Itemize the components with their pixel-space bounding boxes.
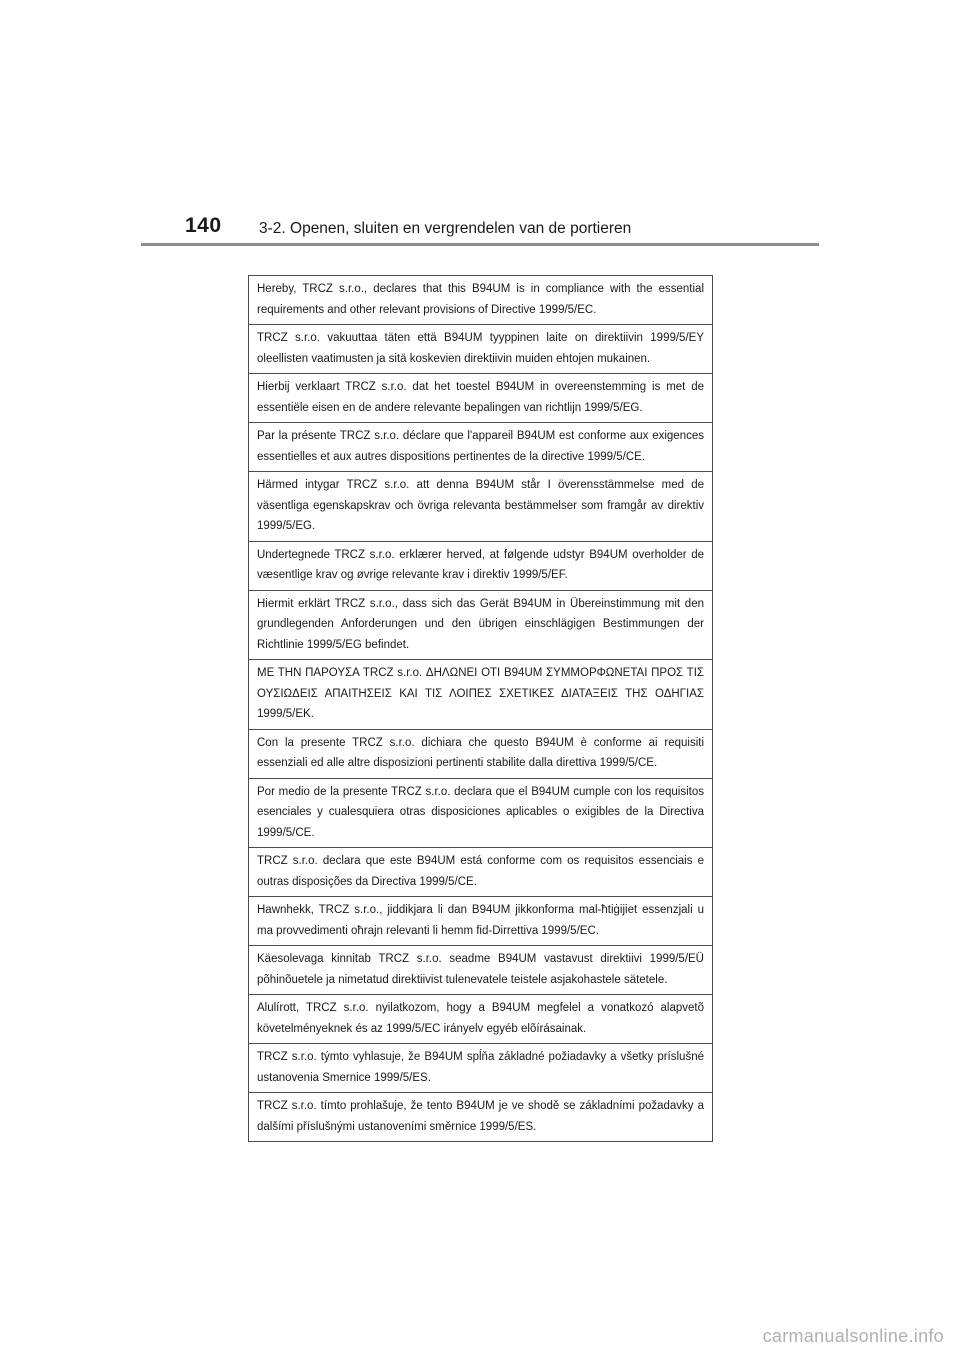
declaration-danish: Undertegnede TRCZ s.r.o. erklærer herved, at følgende udstyr B94UM overholder de væsentlige krav og øvrige relevante krav i direktiv 1999/5/EF.: [249, 541, 712, 590]
declaration-maltese: Hawnhekk, TRCZ s.r.o., jiddikjara li dan B94UM jikkonforma mal-ħtiġijiet essenzjali u ma provvedimenti oħrajn relevanti li hemm fid-Dirrettiva 1999/5/EC.: [249, 896, 712, 945]
watermark-text: carmanualsonline.info: [762, 1326, 944, 1346]
section-title: 3-2. Openen, sluiten en vergrendelen van de portieren: [259, 220, 632, 237]
declaration-portuguese: TRCZ s.r.o. declara que este B94UM está conforme com os requisitos essenciais e outras disposições da Directiva 1999/5/CE.: [249, 847, 712, 896]
declaration-dutch: Hierbij verklaart TRCZ s.r.o. dat het toestel B94UM in overeenstemming is met de essentiële eisen en de andere relevante bepalingen van richtlijn 1999/5/EG.: [249, 373, 712, 422]
declaration-german: Hiermit erklärt TRCZ s.r.o., dass sich das Gerät B94UM in Übereinstimmung mit den grundlegenden Anforderungen und den übrigen einschlägigen Bestimmungen der Richtlinie 1999/5/EG befindet.: [249, 590, 712, 660]
declaration-estonian: Käesolevaga kinnitab TRCZ s.r.o. seadme B94UM vastavust direktiivi 1999/5/EÜ põhinõuetele ja nimetatud direktiivist tulenevatele teistele asjakohastele sätetele.: [249, 945, 712, 994]
declaration-greek: ΜΕ ΤΗΝ ΠΑΡΟΥΣΑ TRCZ s.r.o. ΔΗΛΩΝΕΙ ΟΤΙ B94UM ΣΥΜΜΟΡΦΩΝΕΤΑΙ ΠΡΟΣ ΤΙΣ ΟΥΣΙΩΔΕΙΣ ΑΠΑΙΤΗΣΕΙΣ ΚΑΙ ΤΙΣ ΛΟΙΠΕΣ ΣΧΕΤΙΚΕΣ ΔΙΑΤΑΞΕΙΣ ΤΗΣ ΟΔΗΓΙΑΣ 1999/5/ΕΚ.: [249, 659, 712, 729]
declaration-finnish: TRCZ s.r.o. vakuuttaa täten että B94UM tyyppinen laite on direktiivin 1999/5/EY oleellisten vaatimusten ja sitä koskevien direktiivin muiden ehtojen mukainen.: [249, 324, 712, 373]
declaration-hungarian: Alulírott, TRCZ s.r.o. nyilatkozom, hogy a B94UM megfelel a vonatkozó alapvetõ követelményeknek és az 1999/5/EC irányelv egyéb elõírásainak.: [249, 994, 712, 1043]
page-number: 140: [185, 214, 222, 237]
declaration-swedish: Härmed intygar TRCZ s.r.o. att denna B94UM står I överensstämmelse med de väsentliga egenskapskrav och övriga relevanta bestämmelser som framgår av direktiv 1999/5/EG.: [249, 471, 712, 541]
declarations-table: [248, 275, 713, 1142]
declaration-english: Hereby, TRCZ s.r.o., declares that this B94UM is in compliance with the essential requirements and other relevant provisions of Directive 1999/5/EC.: [257, 283, 704, 316]
header-rule: [141, 243, 819, 246]
declaration-slovak: TRCZ s.r.o. týmto vyhlasuje, že B94UM spĺňa základné požiadavky a všetky príslušné ustanovenia Smernice 1999/5/ES.: [249, 1043, 712, 1092]
declaration-french: Par la présente TRCZ s.r.o. déclare que l'appareil B94UM est conforme aux exigences essentielles et aux autres dispositions pertinentes de la directive 1999/5/CE.: [249, 422, 712, 471]
declaration-czech: TRCZ s.r.o. tímto prohlašuje, že tento B94UM je ve shodě se základními požadavky a dalšími příslušnými ustanoveními směrnice 1999/5/ES.: [249, 1092, 712, 1141]
declaration-spanish: Por medio de la presente TRCZ s.r.o. declara que el B94UM cumple con los requisitos esenciales y cualesquiera otras disposiciones aplicables o exigibles de la Directiva 1999/5/CE.: [249, 778, 712, 848]
declaration-italian: Con la presente TRCZ s.r.o. dichiara che questo B94UM è conforme ai requisiti essenziali ed alle altre disposizioni pertinenti stabilite dalla direttiva 1999/5/CE.: [249, 729, 712, 778]
